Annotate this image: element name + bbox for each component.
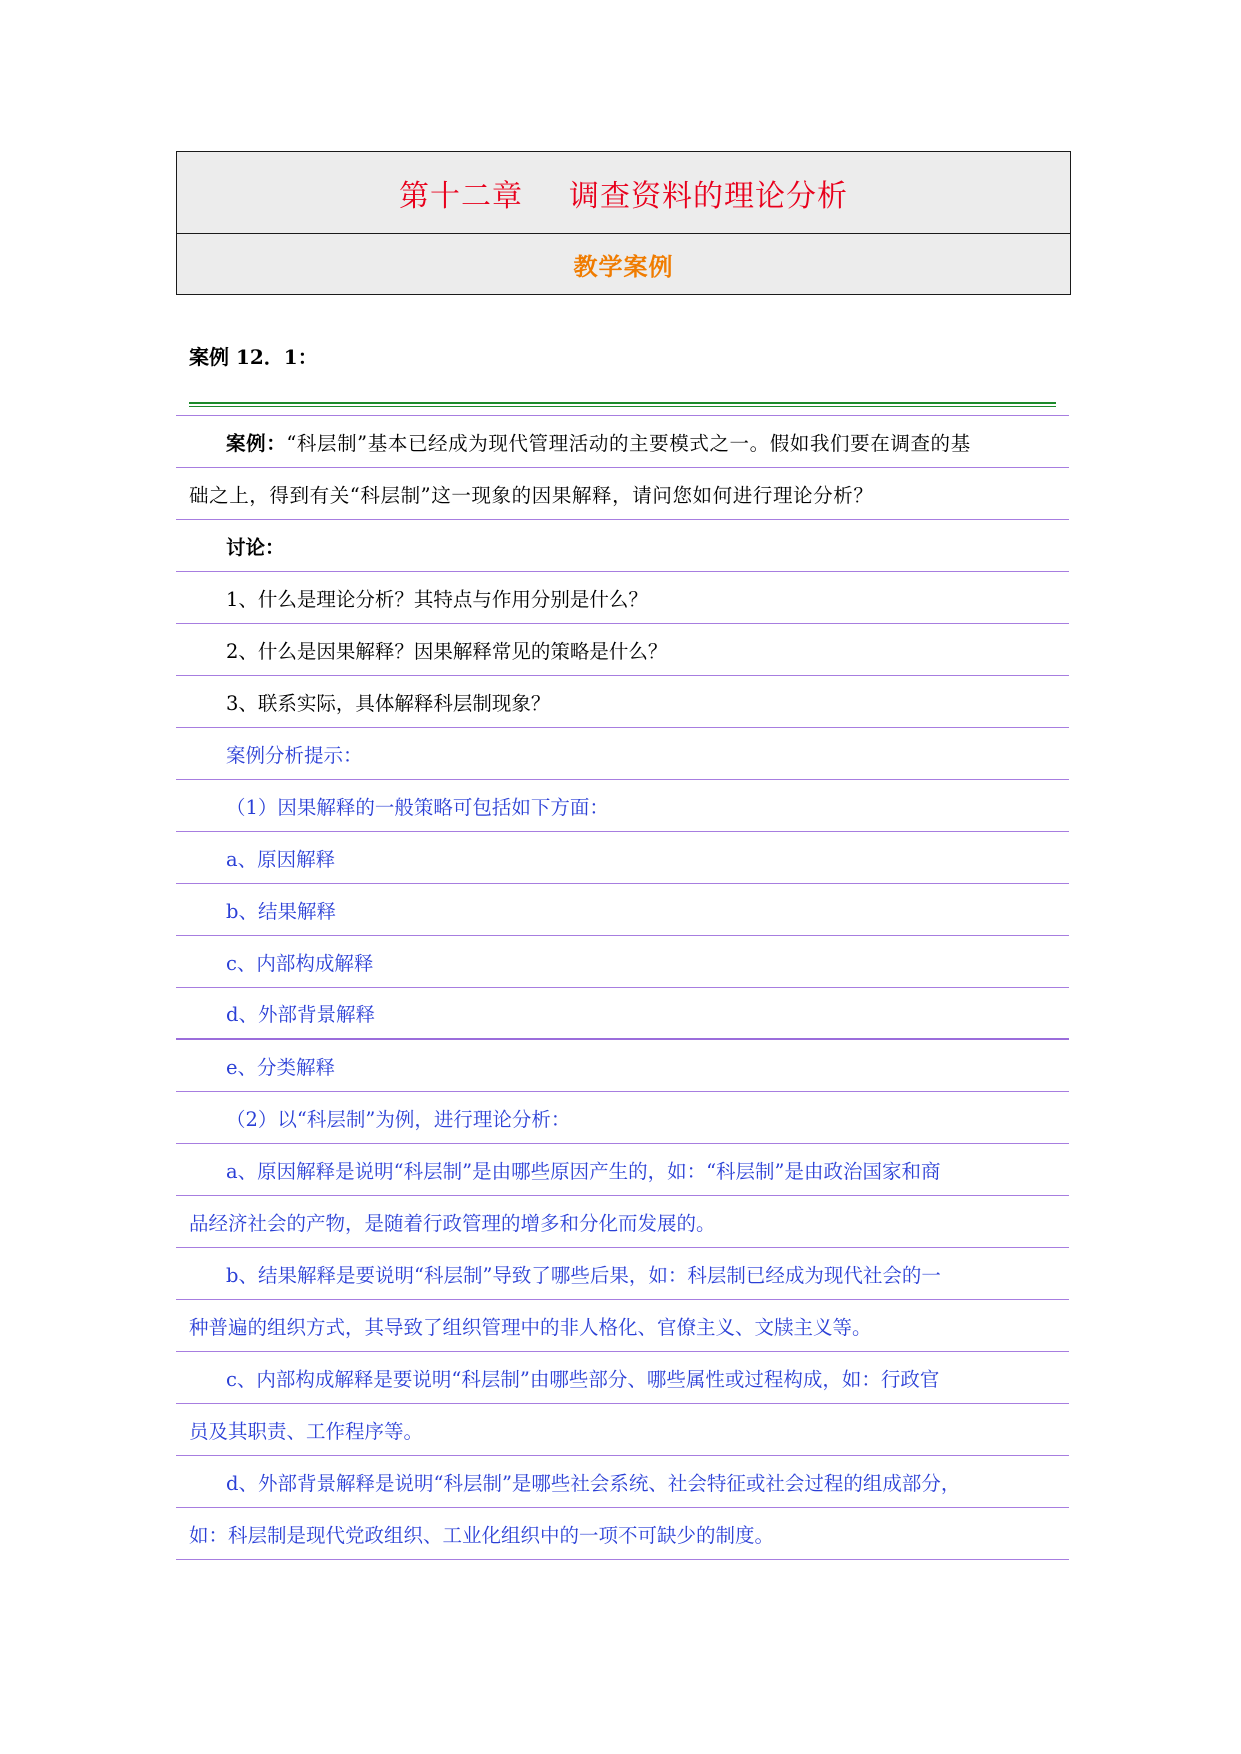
case-content	[176, 415, 1069, 1560]
green-divider	[189, 402, 1056, 407]
hints-part2-title: （2）以“科层制”为例，进行理论分析：	[176, 1092, 1069, 1144]
hints-part2-b-line1: b、结果解释是要说明“科层制”导致了哪些后果，如：科层制已经成为现代社会的一	[176, 1248, 1069, 1300]
hints-part1-item-c: c、内部构成解释	[176, 936, 1069, 988]
chapter-title	[177, 152, 1070, 234]
case-text-line1: “科层制”基本已经成为现代管理活动的主要模式之一。假如我们要在调查的基	[286, 431, 971, 455]
hints-part2-a-line2: 品经济社会的产物，是随着行政管理的增多和分化而发展的。	[176, 1196, 1069, 1248]
hints-part2-c-line1: c、内部构成解释是要说明“科层制”由哪些部分、哪些属性或过程构成，如：行政官	[176, 1352, 1069, 1404]
hints-label: 案例分析提示：	[176, 728, 1069, 780]
chapter-header	[176, 151, 1071, 295]
hints-part2-c-line2: 员及其职责、工作程序等。	[176, 1404, 1069, 1456]
hints-part2-a-line1: a、原因解释是说明“科层制”是由哪些原因产生的，如：“科层制”是由政治国家和商	[176, 1144, 1069, 1196]
discussion-question-3: 3、联系实际，具体解释科层制现象？	[176, 676, 1069, 728]
case-text-line2: 础之上，得到有关“科层制”这一现象的因果解释，请问您如何进行理论分析？	[189, 483, 874, 507]
discussion-label: 讨论：	[176, 520, 1069, 572]
case-line-1	[176, 416, 1069, 468]
hints-part1-item-d: d、外部背景解释	[176, 988, 1069, 1040]
case-heading: 案例 12．1：	[189, 345, 318, 369]
hints-part1-item-a: a、原因解释	[176, 832, 1069, 884]
discussion-question-1: 1、什么是理论分析？其特点与作用分别是什么？	[176, 572, 1069, 624]
hints-part1-title: （1）因果解释的一般策略可包括如下方面：	[176, 780, 1069, 832]
hints-part2-d-line1: d、外部背景解释是说明“科层制”是哪些社会系统、社会特征或社会过程的组成部分，	[176, 1456, 1069, 1508]
discussion-question-2: 2、什么是因果解释？因果解释常见的策略是什么？	[176, 624, 1069, 676]
hints-part1-item-e: e、分类解释	[176, 1040, 1069, 1092]
case-label: 案例：	[226, 431, 287, 455]
hints-part2-b-line2: 种普遍的组织方式，其导致了组织管理中的非人格化、官僚主义、文牍主义等。	[176, 1300, 1069, 1352]
hints-part1-item-b: b、结果解释	[176, 884, 1069, 936]
case-line-2	[176, 468, 1069, 520]
hints-part2-d-line2: 如：科层制是现代党政组织、工业化组织中的一项不可缺少的制度。	[176, 1508, 1069, 1560]
chapter-name: 调查资料的理论分析	[569, 178, 848, 214]
chapter-number: 第十二章	[399, 178, 523, 214]
section-subtitle: 教学案例	[573, 252, 674, 281]
